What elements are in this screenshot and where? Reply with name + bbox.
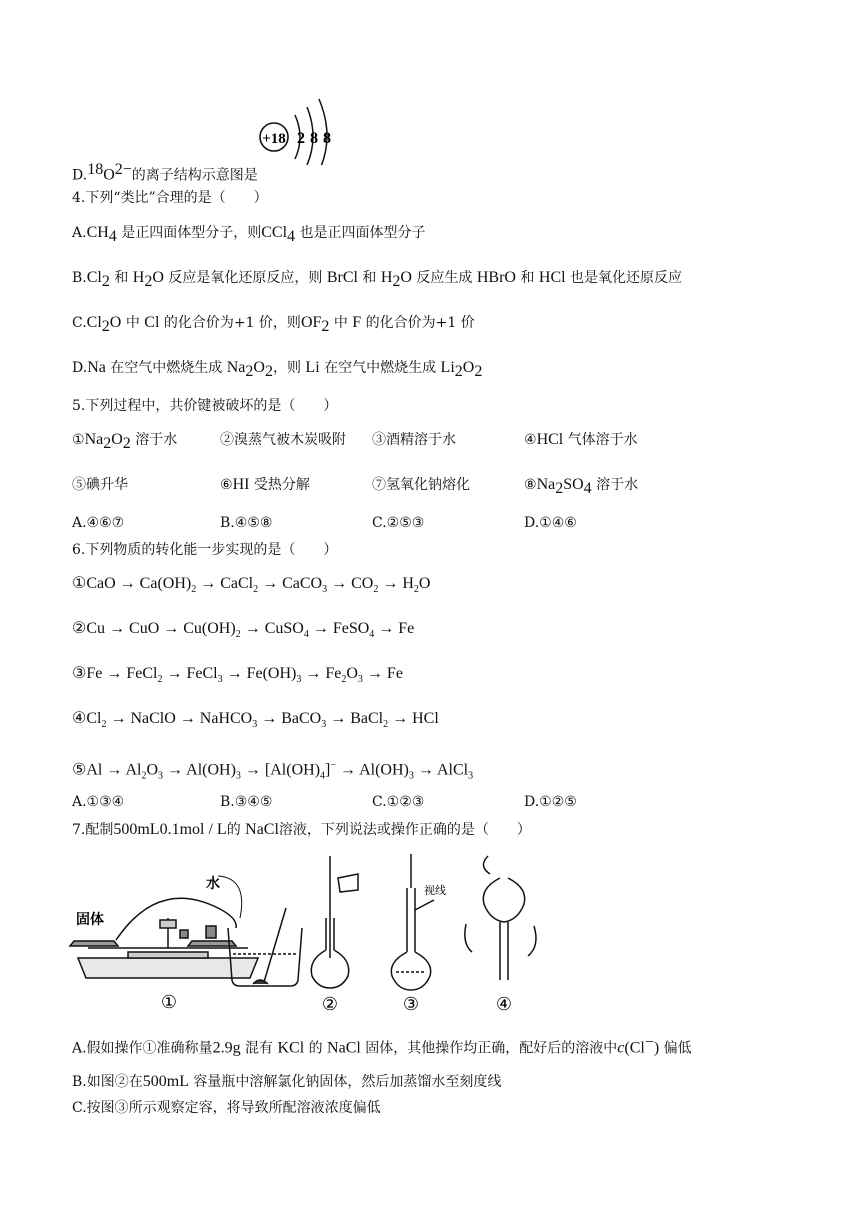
- q4-option-c: $C.Cl_2O$ 中 Cl 的化合价为+1 价，则$OF_2$ 中 F 的化合价为+1 价: [72, 314, 475, 335]
- flask-sighting: [391, 854, 434, 990]
- q5-option-c: C.②⑤③: [372, 515, 425, 531]
- q6-option-d: D.①②⑤: [524, 794, 577, 810]
- q6-option-a: A.①③④: [72, 794, 125, 810]
- q5-item-2: ②溴蒸气被木炭吸附: [220, 432, 346, 448]
- q5-item-3: ③酒精溶于水: [372, 432, 456, 448]
- q7-stem: 7.配制500mL0.1mol / L的 NaCl溶液，下列说法或操作正确的是（ ）: [72, 821, 531, 838]
- ion-structure-diagram: [255, 95, 345, 165]
- figure-label-3: ③: [402, 994, 420, 1014]
- figure-label-1: ①: [160, 992, 178, 1012]
- q7-option-c: C.按图③所示观察定容，将导致所配溶液浓度偏低: [72, 1100, 381, 1116]
- q6-route-2: ②Cu → CuO → $Cu(OH)_2$ → CuSO$_4$ → FeSO$_4$ → Fe: [72, 620, 415, 641]
- shell-count-3: 8: [323, 130, 331, 147]
- q5-item-4: ④HCl 气体溶于水: [524, 431, 638, 448]
- flask-transfer: [311, 856, 358, 988]
- balance-scale: [70, 898, 258, 978]
- q5-item-7: ⑦氢氧化钠熔化: [372, 477, 470, 493]
- q5-item-8: $⑧Na_2SO_4$ 溶于水: [524, 476, 639, 497]
- figure-label-2: ②: [321, 994, 339, 1014]
- q6-route-5: ⑤Al → $Al_2O_3 \to Al(OH)_3 \to [Al(OH)_4]^- \to Al(OH)_3$ → AlCl$_3$: [72, 760, 474, 782]
- q3-option-d: $D.^{18}O^{2-}$的离子结构示意图是: [72, 161, 258, 184]
- q6-route-4: $④Cl_2$ → NaClO → NaHCO$_3$ → BaCO$_3$ → BaCl$_2$ → HCl: [72, 710, 439, 731]
- figure-label-4: ④: [495, 994, 513, 1014]
- water-label: 水: [206, 877, 220, 892]
- solid-label: 固体: [76, 913, 104, 928]
- q6-route-1: ①CaO → $Ca(OH)_2$ → CaCl$_2$ → CaCO$_3$ → $CO_2 \to H_2O$: [72, 575, 431, 596]
- shell-count-1: 2: [297, 130, 305, 147]
- q5-option-a: A.④⑥⑦: [72, 515, 125, 531]
- q5-item-6: ⑥HI 受热分解: [220, 476, 310, 493]
- solution-prep-figure: [68, 848, 548, 1016]
- q6-route-3: ③Fe → FeCl$_2$ → FeCl$_3$ → $Fe(OH)_3 \to Fe_2O_3 \to Fe$: [72, 665, 403, 686]
- q4-option-d: D.Na 在空气中燃烧生成 $Na_2O_2$，则 Li 在空气中燃烧生成 $Li_2O_2$: [72, 359, 483, 380]
- q6-stem: 6.下列物质的转化能一步实现的是（ ）: [72, 542, 338, 558]
- q4-option-b: $B.Cl_2$ 和 $H_2O$ 反应是氧化还原反应，则 BrCl 和 $H_2O$ 反应生成 HBrO 和 HCl 也是氧化还原反应: [72, 269, 683, 290]
- q5-item-1: $①Na_2O_2$ 溶于水: [72, 431, 178, 452]
- sight-label: 视线: [424, 885, 446, 897]
- q4-stem: 4.下列“类比”合理的是（ ）: [72, 190, 268, 206]
- q5-stem: 5.下列过程中，共价键被破坏的是（ ）: [72, 398, 338, 414]
- q5-option-b: B.④⑤⑧: [220, 515, 273, 531]
- q5-item-5: ⑤碘升华: [72, 477, 128, 493]
- shell-count-2: 8: [310, 130, 318, 147]
- q6-option-b: B.③④⑤: [220, 794, 273, 810]
- nucleus-charge: +18: [262, 131, 286, 147]
- q5-option-d: D.①④⑥: [524, 515, 577, 531]
- q7-option-b: B.如图②在500mL 容量瓶中溶解氯化钠固体，然后加蒸馏水至刻度线: [72, 1073, 502, 1090]
- q6-option-c: C.①②③: [372, 794, 425, 810]
- flask-invert: [465, 856, 536, 980]
- q7-option-a: A.假如操作①准确称量2.9g 混有 KCl 的 NaCl 固体，其他操作均正确，配好后的溶液中c(Cl−) 偏低: [72, 1034, 692, 1057]
- beaker: [218, 876, 302, 986]
- q4-option-a: $A.CH_4$ 是正四面体型分子，则CCl$_4$ 也是正四面体型分子: [72, 224, 426, 245]
